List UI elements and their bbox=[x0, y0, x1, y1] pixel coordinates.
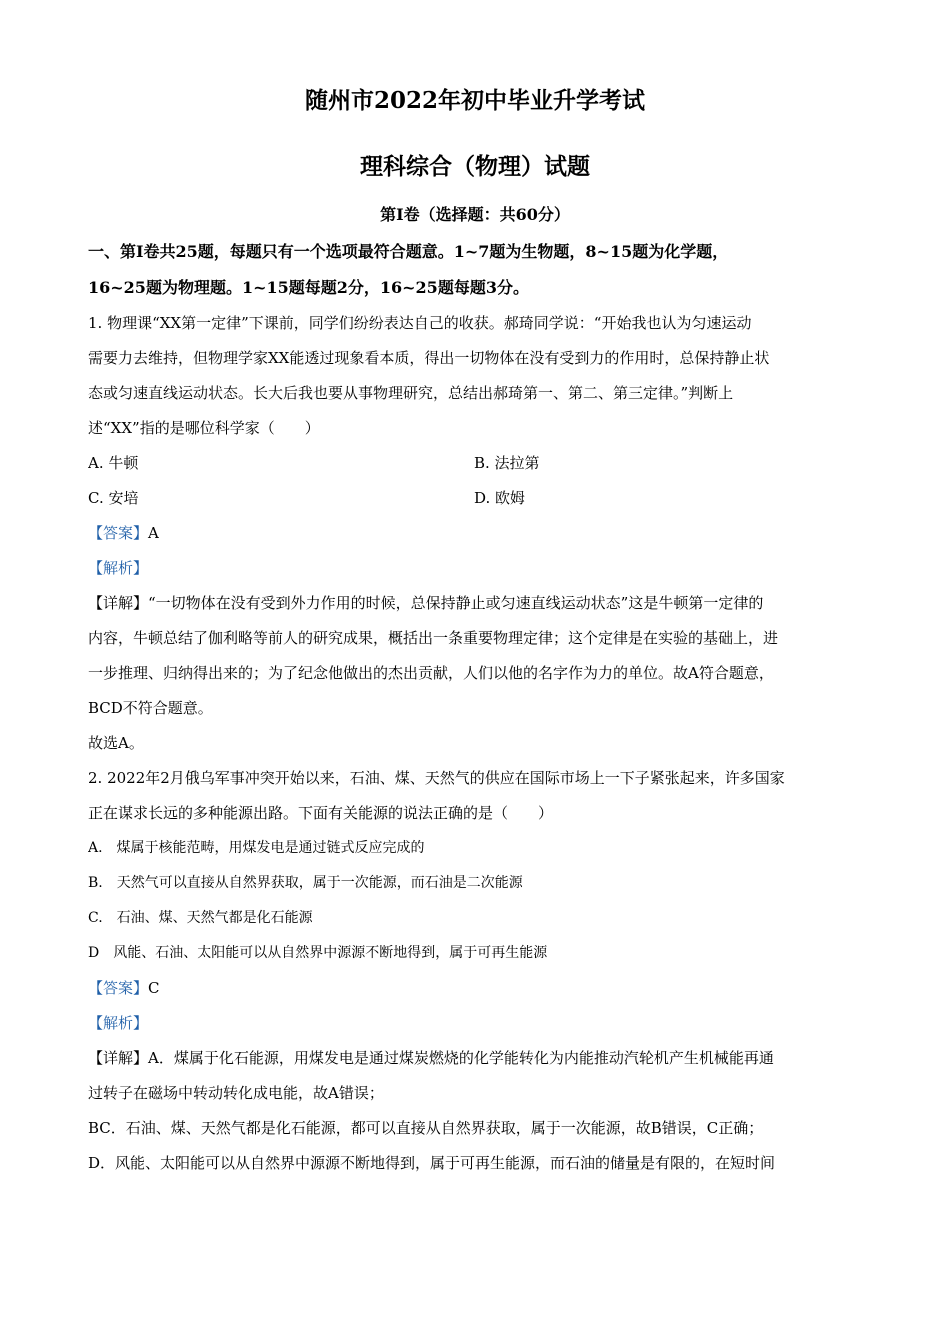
instruction-line: 16~25题为物理题。1~15题每题2分，16~25题每题3分。 bbox=[88, 278, 529, 297]
option-d: D 风能、石油、太阳能可以从自然界中源源不断地得到，属于可再生能源 bbox=[88, 945, 548, 961]
answer-line bbox=[88, 971, 860, 1006]
option-a: A. 煤属于核能范畴，用煤发电是通过链式反应完成的 bbox=[88, 840, 425, 856]
detail-line: 故选A。 bbox=[88, 734, 144, 752]
detail-line: 一步推理、归纳得出来的；为了纪念他做出的杰出贡献，人们以他的名字作为力的单位。故A符合题意， bbox=[88, 664, 774, 682]
detail-line: BCD不符合题意。 bbox=[88, 699, 213, 717]
answer-tag: 【答案】 bbox=[88, 979, 149, 997]
question-stem-line: 态或匀速直线运动状态。长大后我也要从事物理研究，总结出郝琦第一、第二、第三定律。”判断上 bbox=[88, 384, 734, 402]
detail-text: “一切物体在没有受到外力作用的时候，总保持静止或匀速直线运动状态”这是牛顿第一定律的 bbox=[148, 594, 764, 612]
detail-tag: 【详解】 bbox=[88, 1049, 149, 1067]
option-row bbox=[88, 446, 860, 481]
option-b: B. 法拉第 bbox=[474, 454, 540, 472]
question-2 bbox=[88, 761, 860, 1181]
question-stem-line: 需要力去维持，但物理学家XX能透过现象看本质，得出一切物体在没有受到力的作用时，总保持静止状 bbox=[88, 349, 770, 367]
option-d: D. 欧姆 bbox=[474, 489, 526, 507]
detail-tag: 【详解】 bbox=[88, 594, 149, 612]
question-stem-line: 2. 2022年2月俄乌军事冲突开始以来，石油、煤、天然气的供应在国际市场上一下子紧张起来，许多国家 bbox=[88, 769, 785, 787]
answer-line bbox=[88, 516, 860, 551]
detail-text: A．煤属于化石能源，用煤发电是通过煤炭燃烧的化学能转化为内能推动汽轮机产生机械能再通 bbox=[148, 1049, 774, 1067]
option-a: A. 牛顿 bbox=[88, 454, 139, 472]
detail-line: D．风能、太阳能可以从自然界中源源不断地得到，属于可再生能源，而石油的储量是有限的，在短时间 bbox=[88, 1154, 776, 1172]
question-stem-line: 正在谋求长远的多种能源出路。下面有关能源的说法正确的是（ ） bbox=[88, 804, 554, 822]
analysis-tag: 【解析】 bbox=[88, 1014, 149, 1032]
section-title: 第I卷（选择题：共60分） bbox=[380, 205, 570, 224]
exam-title: 随州市2022年初中毕业升学考试 bbox=[304, 87, 645, 114]
option-row bbox=[88, 481, 860, 516]
detail-line: 过转子在磁场中转动转化成电能，故A错误； bbox=[88, 1084, 384, 1102]
option-b: B. 天然气可以直接从自然界获取，属于一次能源，而石油是二次能源 bbox=[88, 875, 523, 891]
option-c: C. 安培 bbox=[88, 489, 139, 507]
analysis-tag: 【解析】 bbox=[88, 559, 149, 577]
detail-line bbox=[88, 586, 860, 621]
document-body bbox=[88, 234, 860, 1181]
option-c: C. 石油、煤、天然气都是化石能源 bbox=[88, 910, 313, 926]
answer-tag: 【答案】 bbox=[88, 524, 149, 542]
answer-value: A bbox=[148, 524, 159, 542]
instruction-line: 一、第I卷共25题，每题只有一个选项最符合题意。1~7题为生物题，8~15题为化学题， bbox=[88, 242, 729, 261]
question-stem-line: 1. 物理课“XX第一定律”下课前，同学们纷纷表达自己的收获。郝琦同学说：“开始我也认为匀速运动 bbox=[88, 314, 752, 332]
detail-line: BC．石油、煤、天然气都是化石能源，都可以直接从自然界获取，属于一次能源，故B错误，C正确； bbox=[88, 1119, 764, 1137]
question-1 bbox=[88, 306, 860, 761]
detail-line: 内容，牛顿总结了伽利略等前人的研究成果，概括出一条重要物理定律；这个定律是在实验的基础上，进 bbox=[88, 629, 779, 647]
detail-line bbox=[88, 1041, 860, 1076]
exam-subtitle: 理科综合（物理）试题 bbox=[360, 153, 590, 180]
question-stem-line: 述“XX”指的是哪位科学家（ ） bbox=[88, 419, 320, 437]
answer-value: C bbox=[148, 979, 160, 997]
